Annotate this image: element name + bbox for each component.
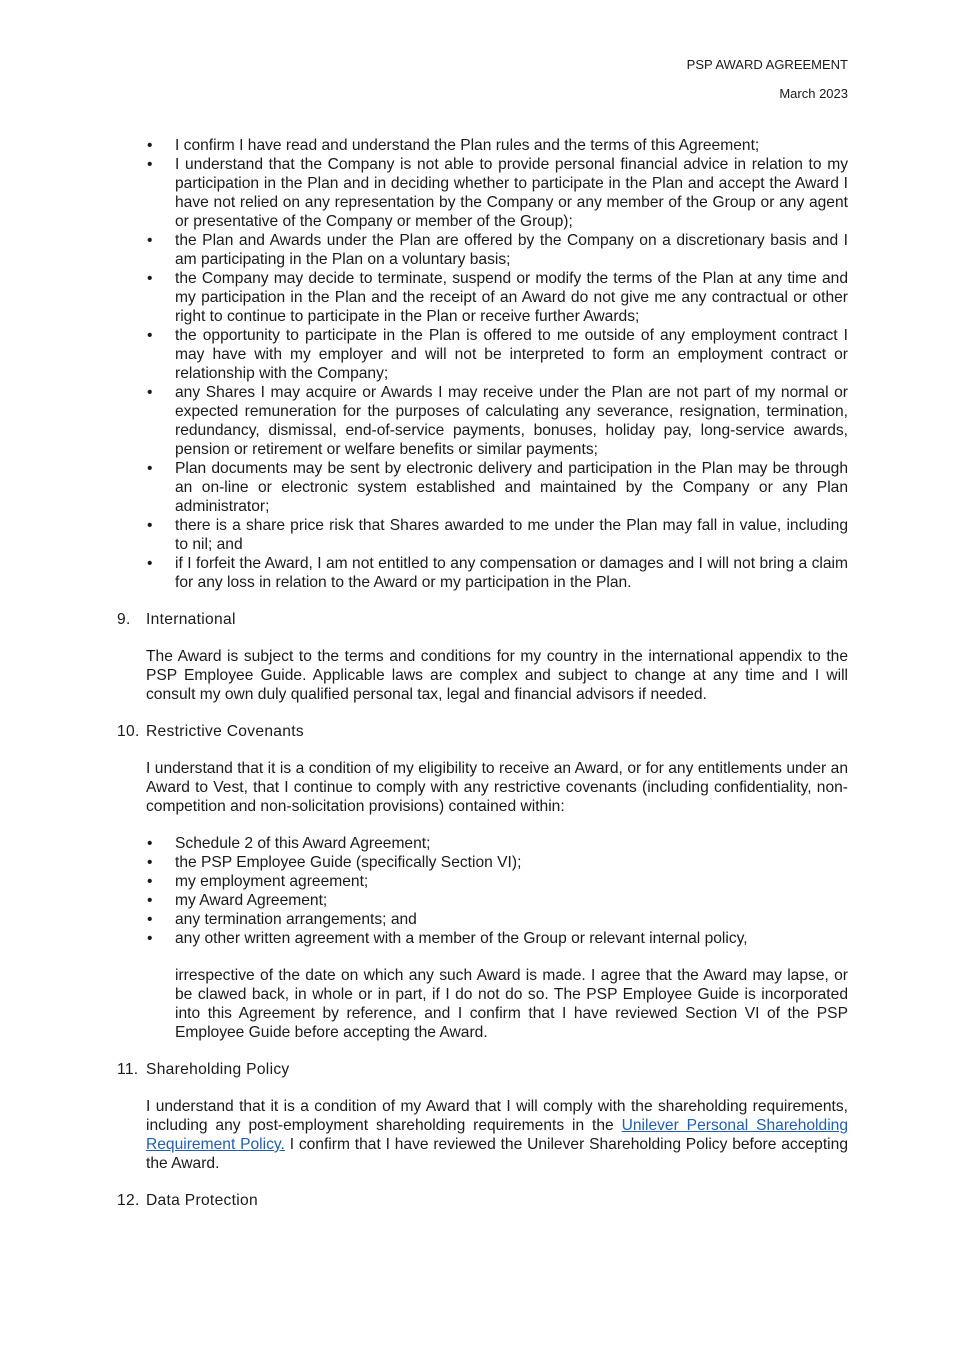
list-item: • I understand that the Company is not able to provide personal financial advice in relation to my participation in the Plan and in deciding whether to participate in the Plan and accept the Award I have not relied on any representation by the Company or any member of the Group or any agent or presentative of the Company or member of the Group); bbox=[147, 156, 848, 230]
bullet-icon: • bbox=[147, 517, 153, 534]
section-number: 11. bbox=[117, 1061, 139, 1078]
bullet-icon: • bbox=[147, 460, 153, 477]
section-number: 9. bbox=[117, 611, 131, 628]
bullet-icon: • bbox=[147, 270, 153, 287]
list-item: • any other written agreement with a member of the Group or relevant internal policy, bbox=[147, 930, 748, 947]
section-body-international: The Award is subject to the terms and conditions for my country in the international appendix to the PSP Employee Guide. Applicable laws are complex and subject to change at any time and I will consult my own duly qualified personal tax, legal and financial advisors if needed. bbox=[146, 648, 848, 703]
bullet-icon: • bbox=[147, 232, 153, 249]
list-item: • the PSP Employee Guide (specifically Section VI); bbox=[147, 854, 522, 871]
section-title: Shareholding Policy bbox=[146, 1061, 290, 1078]
acknowledgement-list bbox=[117, 136, 848, 592]
list-item: • any termination arrangements; and bbox=[147, 911, 417, 928]
list-item: • my Award Agreement; bbox=[147, 892, 328, 909]
section-heading-shareholding-policy bbox=[117, 1060, 848, 1079]
section-title: Restrictive Covenants bbox=[146, 723, 304, 740]
bullet-icon: • bbox=[147, 911, 153, 928]
list-item: • if I forfeit the Award, I am not entitled to any compensation or damages and I will not bring a claim for any loss in relation to the Award or my participation in the Plan. bbox=[147, 555, 848, 591]
section-closing-restrictive-covenants: irrespective of the date on which any such Award is made. I agree that the Award may lapse, or be clawed back, in whole or in part, if I do not do so. The PSP Employee Guide is incorporated into this Agreement by reference, and I confirm that I have reviewed Section VI of the PSP Employee Guide before accepting the Award. bbox=[175, 967, 848, 1041]
section-body-shareholding-policy: I understand that it is a condition of my Award that I will comply with the shareholding requirements, including any post-employment shareholding requirements in the Unilever Personal Shareholding Requirement Policy. I confirm that I have reviewed the Unilever Shareholding Policy before accepting the Award. bbox=[146, 1098, 849, 1172]
list-item: • any Shares I may acquire or Awards I may receive under the Plan are not part of my normal or expected remuneration for the purposes of calculating any severance, resignation, termination, redundancy, dismissal, end-of-service payments, bonuses, holiday pay, long-service awards, pension or retirement or welfare benefits or similar payments; bbox=[147, 384, 848, 458]
section-body-restrictive-covenants: I understand that it is a condition of my eligibility to receive an Award, or for any entitlements under an Award to Vest, that I continue to comply with any restrictive covenants (including confidentiality, non-competition and non-solicitation provisions) contained within: bbox=[146, 760, 848, 815]
document-header-date: March 2023 bbox=[779, 86, 848, 101]
covenant-sources-list bbox=[117, 834, 848, 948]
list-item: • Schedule 2 of this Award Agreement; bbox=[147, 835, 431, 852]
bullet-icon: • bbox=[147, 930, 153, 947]
bullet-icon: • bbox=[147, 137, 153, 154]
section-heading-restrictive-covenants bbox=[117, 722, 848, 741]
list-item: • Plan documents may be sent by electronic delivery and participation in the Plan may be through an on-line or electronic system established and maintained by the Company or any Plan administrator; bbox=[147, 460, 848, 515]
bullet-icon: • bbox=[147, 156, 153, 173]
list-item: • the Plan and Awards under the Plan are offered by the Company on a discretionary basis and I am participating in the Plan on a voluntary basis; bbox=[147, 232, 848, 268]
bullet-icon: • bbox=[147, 555, 153, 572]
bullet-icon: • bbox=[147, 892, 153, 909]
section-number: 12. bbox=[117, 1192, 140, 1209]
list-item: • my employment agreement; bbox=[147, 873, 369, 890]
bullet-icon: • bbox=[147, 835, 153, 852]
section-title: International bbox=[146, 611, 236, 628]
section-number: 10. bbox=[117, 723, 140, 740]
list-item: • the Company may decide to terminate, suspend or modify the terms of the Plan at any time and my participation in the Plan and the receipt of an Award do not give me any contractual or other right to continue to participate in the Plan or receive further Awards; bbox=[147, 270, 848, 325]
shareholding-policy-link[interactable]: Unilever Personal Shareholding Requirement Policy. bbox=[146, 1117, 849, 1153]
bullet-icon: • bbox=[147, 327, 153, 344]
section-heading-data-protection bbox=[117, 1191, 848, 1210]
list-item: • I confirm I have read and understand the Plan rules and the terms of this Agreement; bbox=[147, 137, 760, 154]
document-body bbox=[117, 136, 848, 1228]
list-item: • there is a share price risk that Shares awarded to me under the Plan may fall in value, including to nil; and bbox=[147, 517, 848, 553]
bullet-icon: • bbox=[147, 854, 153, 871]
bullet-icon: • bbox=[147, 873, 153, 890]
section-heading-international bbox=[117, 610, 848, 629]
bullet-icon: • bbox=[147, 384, 153, 401]
section-title: Data Protection bbox=[146, 1192, 258, 1209]
document-header-title: PSP AWARD AGREEMENT bbox=[686, 57, 848, 72]
list-item: • the opportunity to participate in the Plan is offered to me outside of any employment contract I may have with my employer and will not be interpreted to form an employment contract or relationship with the Company; bbox=[147, 327, 848, 382]
